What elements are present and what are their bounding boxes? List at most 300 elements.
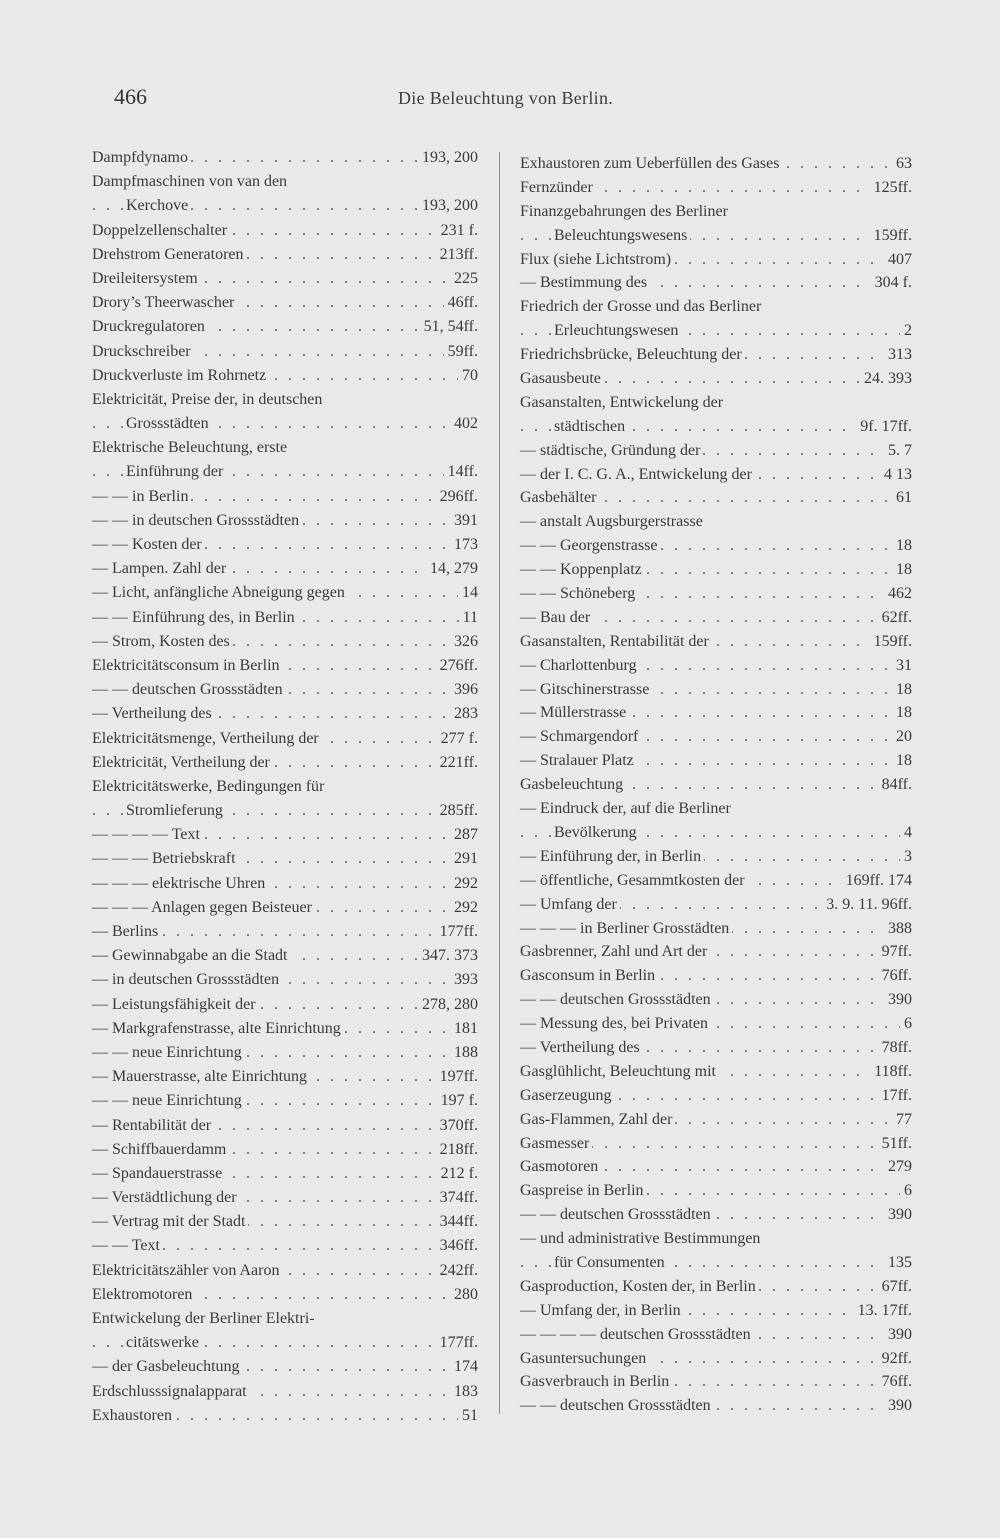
- index-entry: [520, 510, 912, 534]
- index-term: — Leistungsfähigkeit der: [92, 993, 259, 1017]
- index-page-refs: 287: [450, 823, 478, 847]
- index-page-refs: 78ff.: [878, 1036, 912, 1060]
- index-column-left: [92, 146, 478, 1428]
- index-page-refs: 278, 280: [418, 993, 478, 1017]
- index-term: — — — elektrische Uhren: [92, 872, 268, 896]
- index-page-refs: 177ff.: [436, 920, 478, 944]
- index-page-refs: 14ff.: [444, 460, 478, 484]
- index-page-refs: 51ff.: [878, 1132, 912, 1156]
- index-term: Gas-Flammen, Zahl der: [520, 1108, 675, 1132]
- index-term: — Müllerstrasse: [520, 701, 629, 725]
- index-page-refs: 6: [900, 1179, 912, 1203]
- index-term: Elektricität, Preise der, in deutschen: [92, 388, 325, 412]
- index-entry: [520, 415, 912, 439]
- index-page-refs: 59ff.: [444, 340, 478, 364]
- index-term: Kerchove: [126, 194, 191, 218]
- index-page-refs: 76ff.: [878, 964, 912, 988]
- index-term: — — — Anlagen gegen Beisteuer: [92, 896, 315, 920]
- index-entry: [92, 412, 478, 436]
- index-term: — Eindruck der, auf die Berliner: [520, 797, 734, 821]
- index-page-refs: 326: [450, 630, 478, 654]
- index-term: Finanzgebahrungen des Berliner: [520, 200, 731, 224]
- index-term: — — in Berlin: [92, 485, 191, 509]
- index-term: — und administrative Bestimmungen: [520, 1227, 763, 1251]
- index-entry: [92, 1380, 478, 1404]
- index-entry: [520, 749, 912, 773]
- index-term: Gasuntersuchungen: [520, 1347, 649, 1371]
- index-term: — — neue Einrichtung: [92, 1041, 245, 1065]
- index-term: — Markgrafenstrasse, alte Einrichtung: [92, 1017, 344, 1041]
- index-term: Gasbehälter: [520, 486, 599, 510]
- index-page-refs: 390: [884, 1394, 912, 1418]
- index-entry: [92, 219, 478, 243]
- index-entry: [520, 678, 912, 702]
- index-page-refs: 391: [450, 509, 478, 533]
- index-page-refs: 296ff.: [436, 485, 478, 509]
- index-term: Erleuchtungswesen: [554, 319, 681, 343]
- index-page-refs: 388: [884, 917, 912, 941]
- index-column-right: [520, 152, 912, 1418]
- index-entry: [92, 146, 478, 170]
- index-page-refs: 212 f.: [437, 1162, 478, 1186]
- index-entry: [92, 968, 478, 992]
- index-entry: [520, 725, 912, 749]
- index-term: Dreileitersystem: [92, 267, 201, 291]
- index-entry: [92, 485, 478, 509]
- index-entry: [92, 340, 478, 364]
- index-entry: [520, 1370, 912, 1394]
- running-title: Die Beleuchtung von Berlin.: [398, 88, 614, 108]
- index-entry: [520, 606, 912, 630]
- index-term: Gasverbrauch in Berlin: [520, 1370, 672, 1394]
- index-entry: [92, 1355, 478, 1379]
- index-page-refs: 291: [450, 847, 478, 871]
- index-entry: [92, 1210, 478, 1234]
- index-page-refs: 197ff.: [436, 1065, 478, 1089]
- index-term: Elektromotoren: [92, 1283, 195, 1307]
- index-term: — — Georgenstrasse: [520, 534, 660, 558]
- index-entry: [92, 509, 478, 533]
- index-entry: [520, 1179, 912, 1203]
- index-term: Gasanstalten, Entwickelung der: [520, 391, 726, 415]
- index-page-refs: 20: [892, 725, 912, 749]
- index-entry: [520, 1275, 912, 1299]
- index-term: Gaserzeugung: [520, 1084, 615, 1108]
- index-entry: [92, 243, 478, 267]
- index-page-refs: 3: [900, 845, 912, 869]
- index-term: — — Text: [92, 1234, 163, 1258]
- index-term: Entwickelung der Berliner Elektri-: [92, 1307, 318, 1331]
- index-entry: [520, 869, 912, 893]
- index-entry: [520, 176, 912, 200]
- index-page-refs: 277 f.: [437, 727, 478, 751]
- index-term: citätswerke: [126, 1331, 202, 1355]
- index-term: Gasmotoren: [520, 1155, 601, 1179]
- index-term: Flux (siehe Lichtstrom): [520, 248, 674, 272]
- index-term: Stromlieferung: [126, 799, 226, 823]
- index-page-refs: 169ff. 174: [842, 869, 912, 893]
- index-page-refs: 14: [458, 581, 478, 605]
- index-entry: [92, 1259, 478, 1283]
- index-page-refs: 193, 200: [418, 194, 478, 218]
- index-term: — — Schöneberg: [520, 582, 638, 606]
- index-entry: [92, 1041, 478, 1065]
- index-page-refs: 304 f.: [871, 271, 912, 295]
- index-page-refs: 177ff.: [436, 1331, 478, 1355]
- index-entry: [520, 893, 912, 917]
- index-term: — — in deutschen Grossstädten: [92, 509, 302, 533]
- index-term: — Lampen. Zahl der: [92, 557, 229, 581]
- index-page-refs: 70: [458, 364, 478, 388]
- index-term: Gasglühlicht, Beleuchtung mit: [520, 1060, 719, 1084]
- index-term: — Messung des, bei Privaten: [520, 1012, 711, 1036]
- index-term: Gasconsum in Berlin: [520, 964, 658, 988]
- index-term: — — Kosten der: [92, 533, 205, 557]
- index-page-refs: 344ff.: [436, 1210, 478, 1234]
- index-term: Gasbrenner, Zahl und Art der: [520, 940, 710, 964]
- index-page-refs: 242ff.: [436, 1259, 478, 1283]
- index-entry: [520, 797, 912, 821]
- index-page-refs: 159ff.: [870, 630, 912, 654]
- index-page-refs: 374ff.: [436, 1186, 478, 1210]
- index-entry: [92, 291, 478, 315]
- index-term: — Stralauer Platz: [520, 749, 637, 773]
- index-term: — Spandauerstrasse: [92, 1162, 225, 1186]
- index-entry: [92, 1404, 478, 1428]
- index-entry: [92, 1331, 478, 1355]
- index-term: — Umfang der: [520, 893, 620, 917]
- index-entry: [92, 1283, 478, 1307]
- index-term: — Gewinnabgabe an die Stadt: [92, 944, 291, 968]
- index-term: — Vertheilung des: [92, 702, 215, 726]
- index-page-refs: 4: [900, 821, 912, 845]
- index-page-refs: 279: [884, 1155, 912, 1179]
- index-term: — — deutschen Grossstädten: [520, 988, 714, 1012]
- index-entry: [520, 1012, 912, 1036]
- index-entry: [520, 940, 912, 964]
- index-page-refs: 3. 9. 11. 96ff.: [822, 893, 912, 917]
- index-term: — Vertrag mit der Stadt: [92, 1210, 248, 1234]
- index-entry: [520, 367, 912, 391]
- index-page-refs: 2: [900, 319, 912, 343]
- index-entry: [92, 1307, 478, 1331]
- index-term: — Bau der: [520, 606, 593, 630]
- index-entry: [92, 823, 478, 847]
- index-entry: [92, 606, 478, 630]
- index-page-refs: 18: [892, 749, 912, 773]
- index-entry: [92, 194, 478, 218]
- index-page-refs: 51, 54ff.: [420, 315, 478, 339]
- index-entry: [520, 534, 912, 558]
- index-term: — der I. C. G. A., Entwickelung der: [520, 463, 755, 487]
- index-page-refs: 97ff.: [878, 940, 912, 964]
- index-page-refs: 462: [884, 582, 912, 606]
- index-term: — — — Betriebskraft: [92, 847, 239, 871]
- index-term: Friedrichsbrücke, Beleuchtung der: [520, 343, 745, 367]
- index-entry: [520, 1084, 912, 1108]
- index-page-refs: 183: [450, 1380, 478, 1404]
- index-term: Elektrische Beleuchtung, erste: [92, 436, 290, 460]
- index-term: Fernzünder: [520, 176, 596, 200]
- index-page-refs: 285ff.: [436, 799, 478, 823]
- index-page-refs: 31: [892, 654, 912, 678]
- index-entry: [92, 170, 478, 194]
- index-term: Gasmesser: [520, 1132, 592, 1156]
- index-term: Elektricitätsmenge, Vertheilung der: [92, 727, 322, 751]
- index-entry: [92, 727, 478, 751]
- index-page-refs: 393: [450, 968, 478, 992]
- index-entry: [92, 1138, 478, 1162]
- index-entry: [92, 533, 478, 557]
- index-entry: [520, 200, 912, 224]
- index-entry: [520, 845, 912, 869]
- index-term: — öffentliche, Gesammtkosten der: [520, 869, 748, 893]
- index-entry: [92, 1186, 478, 1210]
- index-term: Gaspreise in Berlin: [520, 1179, 647, 1203]
- index-term: — in deutschen Grossstädten: [92, 968, 282, 992]
- index-term: — — — in Berliner Grosstädten: [520, 917, 732, 941]
- index-page-refs: 313: [884, 343, 912, 367]
- index-entry: [92, 364, 478, 388]
- index-page-refs: 11: [459, 606, 478, 630]
- index-term: Friedrich der Grosse und das Berliner: [520, 295, 764, 319]
- index-page-refs: 174: [450, 1355, 478, 1379]
- index-page-refs: 221ff.: [436, 751, 478, 775]
- index-entry: [92, 267, 478, 291]
- index-entry: [92, 1017, 478, 1041]
- index-term: Elektricitätszähler von Aaron: [92, 1259, 282, 1283]
- index-term: — Schmargendorf: [520, 725, 641, 749]
- index-entry: [520, 343, 912, 367]
- index-entry: [520, 1323, 912, 1347]
- index-term: Grossstädten: [126, 412, 212, 436]
- index-page-refs: 347. 373: [418, 944, 478, 968]
- index-term: Exhaustoren: [92, 1404, 175, 1428]
- index-term: Druckverluste im Rohrnetz: [92, 364, 269, 388]
- index-entry: [92, 920, 478, 944]
- index-entry: [92, 896, 478, 920]
- index-term: Drory’s Theerwascher: [92, 291, 237, 315]
- index-page-refs: 62ff.: [878, 606, 912, 630]
- index-entry: [92, 847, 478, 871]
- index-term: — anstalt Augsburgerstrasse: [520, 510, 706, 534]
- index-term: städtischen: [554, 415, 628, 439]
- index-entry: [520, 439, 912, 463]
- index-entry: [92, 751, 478, 775]
- index-page-refs: 67ff.: [878, 1275, 912, 1299]
- index-term: Druckschreiber: [92, 340, 194, 364]
- index-term: — — deutschen Grossstädten: [92, 678, 286, 702]
- index-term: — — Einführung des, in Berlin: [92, 606, 298, 630]
- index-term: — Charlottenburg: [520, 654, 640, 678]
- index-term: — Gitschinerstrasse: [520, 678, 652, 702]
- index-term: Elektricität, Vertheilung der: [92, 751, 273, 775]
- index-term: — Mauerstrasse, alte Einrichtung: [92, 1065, 310, 1089]
- index-page-refs: 17ff.: [878, 1084, 912, 1108]
- index-entry: [520, 701, 912, 725]
- index-entry: [92, 678, 478, 702]
- page-header: [0, 84, 1000, 114]
- index-page-refs: 292: [450, 872, 478, 896]
- index-entry: [520, 1299, 912, 1323]
- index-page-refs: 390: [884, 1203, 912, 1227]
- index-term: — — neue Einrichtung: [92, 1089, 245, 1113]
- index-entry: [520, 773, 912, 797]
- index-entry: [92, 1089, 478, 1113]
- index-page-refs: 18: [892, 701, 912, 725]
- index-term: Gasausbeute: [520, 367, 604, 391]
- index-entry: [520, 654, 912, 678]
- index-page-refs: 292: [450, 896, 478, 920]
- index-page-refs: 92ff.: [878, 1347, 912, 1371]
- index-term: — der Gasbeleuchtung: [92, 1355, 243, 1379]
- index-page-refs: 213ff.: [436, 243, 478, 267]
- index-term: — Strom, Kosten des: [92, 630, 233, 654]
- index-page-refs: 197 f.: [437, 1089, 478, 1113]
- index-term: Gasanstalten, Rentabilität der: [520, 630, 712, 654]
- index-page-refs: 173: [450, 533, 478, 557]
- index-entry: [92, 1162, 478, 1186]
- index-entry: [92, 799, 478, 823]
- index-entry: [520, 1155, 912, 1179]
- index-entry: [520, 391, 912, 415]
- index-page-refs: 181: [450, 1017, 478, 1041]
- index-entry: [520, 248, 912, 272]
- index-page-refs: 407: [884, 248, 912, 272]
- index-entry: [520, 152, 912, 176]
- index-entry: [92, 315, 478, 339]
- index-entry: [92, 1114, 478, 1138]
- index-page-refs: 276ff.: [436, 654, 478, 678]
- index-entry: [92, 630, 478, 654]
- index-entry: [520, 1060, 912, 1084]
- index-entry: [520, 821, 912, 845]
- index-term: für Consumenten: [554, 1251, 668, 1275]
- index-term: Druckregulatoren: [92, 315, 208, 339]
- index-entry: [92, 1065, 478, 1089]
- index-entry: [520, 295, 912, 319]
- index-page-refs: 4 13: [880, 463, 912, 487]
- index-entry: [520, 1394, 912, 1418]
- index-term: — — — — deutschen Grossstädten: [520, 1323, 754, 1347]
- index-page-refs: 125ff.: [870, 176, 912, 200]
- index-page-refs: 6: [900, 1012, 912, 1036]
- index-entry: [520, 582, 912, 606]
- index-page-refs: 5. 7: [884, 439, 912, 463]
- index-term: Doppelzellenschalter: [92, 219, 230, 243]
- index-page-refs: 370ff.: [436, 1114, 478, 1138]
- index-entry: [520, 486, 912, 510]
- index-entry: [520, 463, 912, 487]
- index-entry: [92, 944, 478, 968]
- index-entry: [92, 388, 478, 412]
- index-page-refs: 77: [892, 1108, 912, 1132]
- index-page-refs: 390: [884, 988, 912, 1012]
- index-term: — — deutschen Grossstädten: [520, 1394, 714, 1418]
- page-number: 466: [114, 84, 147, 109]
- index-term: — — deutschen Grossstädten: [520, 1203, 714, 1227]
- index-page-refs: 14, 279: [426, 557, 478, 581]
- index-term: — Berlins: [92, 920, 161, 944]
- index-term: Elektricitätswerke, Bedingungen für: [92, 775, 327, 799]
- index-term: Dampfmaschinen von van den: [92, 170, 290, 194]
- index-term: Dampfdynamo: [92, 146, 191, 170]
- index-entry: [520, 319, 912, 343]
- index-entry: [520, 917, 912, 941]
- column-divider: [499, 152, 500, 1414]
- index-entry: [92, 581, 478, 605]
- index-term: — Bestimmung des: [520, 271, 650, 295]
- index-page-refs: 61: [892, 486, 912, 510]
- index-page-refs: 280: [450, 1283, 478, 1307]
- index-entry: [92, 702, 478, 726]
- index-term: — Umfang der, in Berlin: [520, 1299, 684, 1323]
- index-page-refs: 18: [892, 678, 912, 702]
- index-page-refs: 390: [884, 1323, 912, 1347]
- index-entry: [520, 224, 912, 248]
- index-entry: [92, 557, 478, 581]
- index-page-refs: 18: [892, 558, 912, 582]
- index-page-refs: 346ff.: [436, 1234, 478, 1258]
- index-entry: [520, 1036, 912, 1060]
- index-entry: [92, 775, 478, 799]
- index-term: — — Koppenplatz: [520, 558, 645, 582]
- index-page-refs: 13. 17ff.: [854, 1299, 912, 1323]
- index-page-refs: 218ff.: [436, 1138, 478, 1162]
- index-term: Bevölkerung: [554, 821, 640, 845]
- index-page-refs: 9f. 17ff.: [856, 415, 912, 439]
- index-term: Drehstrom Generatoren: [92, 243, 247, 267]
- index-entry: [520, 271, 912, 295]
- index-page-refs: 188: [450, 1041, 478, 1065]
- index-page-refs: 159ff.: [870, 224, 912, 248]
- index-page-refs: 63: [892, 152, 912, 176]
- index-page-refs: 402: [450, 412, 478, 436]
- index-term: — Verstädtlichung der: [92, 1186, 240, 1210]
- index-entry: [520, 988, 912, 1012]
- index-term: Elektricitätsconsum in Berlin: [92, 654, 283, 678]
- index-page-refs: 24. 393: [860, 367, 912, 391]
- index-term: Erdschlusssignalapparat: [92, 1380, 250, 1404]
- index-entry: [520, 1108, 912, 1132]
- index-page-refs: 46ff.: [444, 291, 478, 315]
- index-page-refs: 396: [450, 678, 478, 702]
- index-entry: [92, 872, 478, 896]
- index-page-refs: 193, 200: [418, 146, 478, 170]
- index-entry: [520, 1251, 912, 1275]
- index-entry: [92, 993, 478, 1017]
- index-page-refs: 51: [458, 1404, 478, 1428]
- index-term: Exhaustoren zum Ueberfüllen des Gases: [520, 152, 782, 176]
- index-term: — Schiffbauerdamm: [92, 1138, 229, 1162]
- index-term: Gasproduction, Kosten der, in Berlin: [520, 1275, 759, 1299]
- index-term: — Vertheilung des: [520, 1036, 643, 1060]
- index-entry: [92, 1234, 478, 1258]
- index-entry: [520, 1347, 912, 1371]
- index-entry: [520, 1132, 912, 1156]
- index-term: — Einführung der, in Berlin: [520, 845, 704, 869]
- index-term: — Rentabilität der: [92, 1114, 214, 1138]
- index-page-refs: 225: [450, 267, 478, 291]
- index-entry: [520, 630, 912, 654]
- index-term: — — — — Text: [92, 823, 203, 847]
- index-page-refs: 76ff.: [878, 1370, 912, 1394]
- index-page-refs: 283: [450, 702, 478, 726]
- index-term: Einführung der: [126, 460, 226, 484]
- index-page-refs: 118ff.: [870, 1060, 912, 1084]
- index-entry: [92, 436, 478, 460]
- index-term: Gasbeleuchtung: [520, 773, 626, 797]
